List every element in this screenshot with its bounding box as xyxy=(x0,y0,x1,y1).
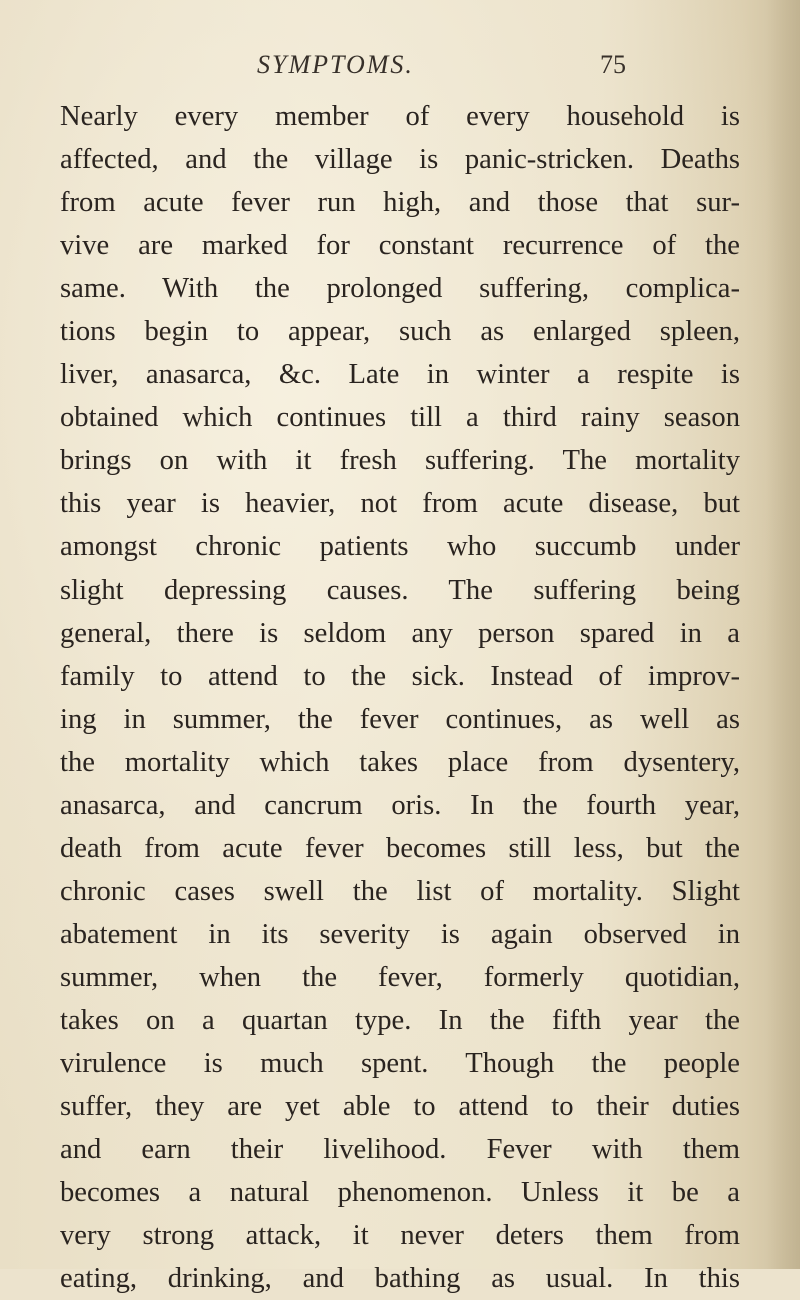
text-line: summer, when the fever, formerly quotidian, xyxy=(60,961,740,993)
page-number: 75 xyxy=(600,50,626,79)
text-line: amongst chronic patients who succumb under xyxy=(60,531,740,563)
text-line: very strong attack, it never deters them from xyxy=(60,1220,740,1252)
text-line: chronic cases swell the list of mortality. Slight xyxy=(60,875,740,907)
text-line: abatement in its severity is again observed in xyxy=(60,918,740,950)
text-line: liver, anasarca, &c. Late in winter a respite is xyxy=(60,359,740,391)
text-line: becomes a natural phenomenon. Unless it be a xyxy=(60,1177,740,1209)
running-header xyxy=(120,50,640,90)
text-line: virulence is much spent. Though the people xyxy=(60,1048,740,1080)
text-line: death from acute fever becomes still less, but the xyxy=(60,832,740,864)
text-line: this year is heavier, not from acute disease, but xyxy=(60,488,740,520)
text-line: and earn their livelihood. Fever with them xyxy=(60,1134,740,1166)
text-line: takes on a quartan type. In the fifth year the xyxy=(60,1004,740,1036)
text-line: same. With the prolonged suffering, complica- xyxy=(60,273,740,305)
page-edge-shadow xyxy=(766,0,800,1269)
text-line: vive are marked for constant recurrence of the xyxy=(60,230,740,262)
text-line: affected, and the village is panic-stricken. Deaths xyxy=(60,144,740,176)
text-line: from acute fever run high, and those that sur- xyxy=(60,187,740,219)
text-line: tions begin to appear, such as enlarged spleen, xyxy=(60,316,740,348)
text-line: general, there is seldom any person spared in a xyxy=(60,617,740,649)
text-line: eating, drinking, and bathing as usual. In this xyxy=(60,1263,740,1295)
text-line: brings on with it fresh suffering. The mortality xyxy=(60,445,740,477)
text-line: family to attend to the sick. Instead of improv- xyxy=(60,660,740,692)
body-text xyxy=(60,95,740,1300)
text-line: slight depressing causes. The suffering being xyxy=(60,574,740,606)
text-line: the mortality which takes place from dysentery, xyxy=(60,746,740,778)
text-line: Nearly every member of every household is xyxy=(60,101,740,132)
text-line: suffer, they are yet able to attend to their duties xyxy=(60,1091,740,1123)
running-title: SYMPTOMS. xyxy=(257,50,414,79)
text-line: obtained which continues till a third rainy season xyxy=(60,402,740,434)
text-line: anasarca, and cancrum oris. In the fourth year, xyxy=(60,789,740,821)
text-line: ing in summer, the fever continues, as well as xyxy=(60,703,740,735)
